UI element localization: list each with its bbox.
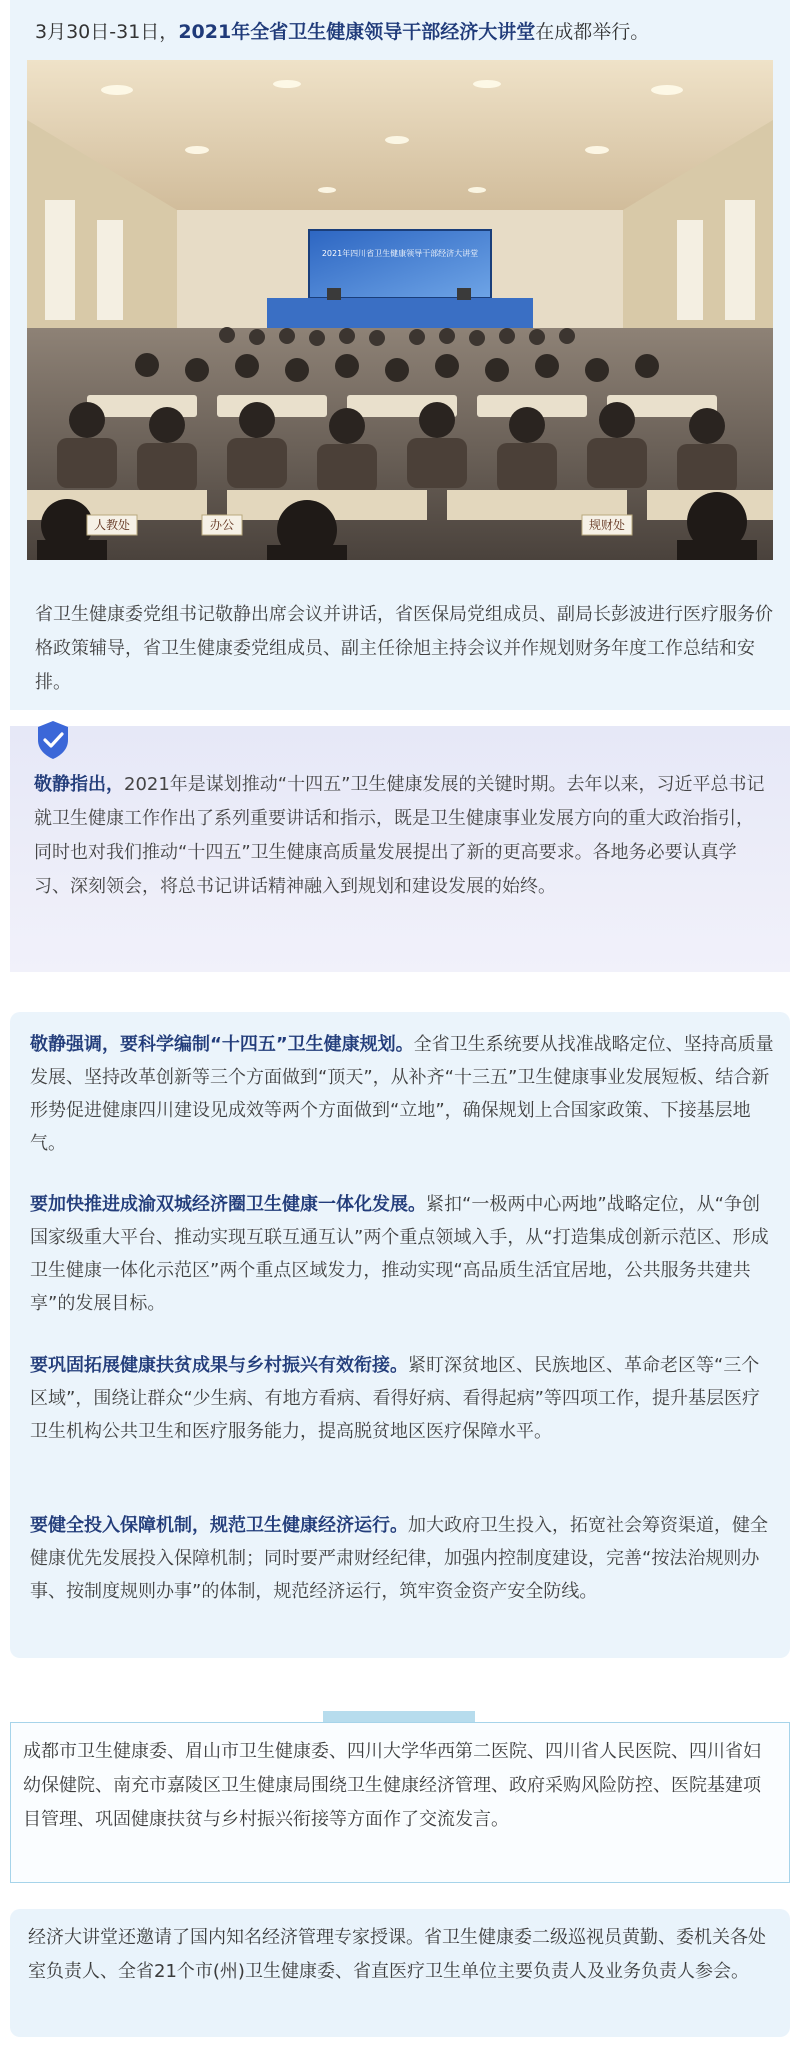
key-point-body: 2021年是谋划推动“十四五”卫生健康发展的关键时期。去年以来，习近平总书记就卫生健康工作作出了系列重要讲话和指示，既是卫生健康事业发展方向的重大政治指引，同时也对我们推动“十四五”卫生健康高质量发展提出了新的更高要求。各地务必要认真学习、深刻领会，将总书记讲话精神融入到规划和建设发展的始终。 xyxy=(34,774,765,897)
emphasis-paragraph xyxy=(30,1509,775,1608)
nameplate-guicai: 规财处 xyxy=(588,518,626,532)
emphasis-lead: 要加快推进成渝双城经济圈卫生健康一体化发展。 xyxy=(30,1194,426,1215)
emphasis-paragraph xyxy=(30,1349,775,1448)
emphasis-lead: 要巩固拓展健康扶贫成果与乡村振兴有效衔接。 xyxy=(30,1355,408,1376)
screen-title: 2021年四川省卫生健康领导干部经济大讲堂 xyxy=(321,249,479,258)
emphasis-lead: 要健全投入保障机制，规范卫生健康经济运行。 xyxy=(30,1515,408,1536)
closing-card xyxy=(10,1909,790,2037)
intro-date: 3月30日-31日， xyxy=(35,21,179,43)
emphasis-body: 紧盯深贫地区、民族地区、革命老区等“三个区域”，围绕让群众“少生病、有地方看病、看得好病、看得起病”等四项工作，提升基层医疗卫生机构公共卫生和医疗服务能力，提高脱贫地区医疗保障水平。 xyxy=(30,1355,760,1442)
emphasis-body: 紧扣“一极两中心两地”战略定位，从“争创国家级重大平台、推动实现互联互通互认”两个重点领域入手，从“打造集成创新示范区、形成卫生健康一体化示范区”两个重点区域发力，推动实现“高品质生活宜居地，公共服务共建共享”的发展目标。 xyxy=(30,1194,769,1314)
emphasis-body: 全省卫生系统要从找准战略定位、坚持高质量发展、坚持改革创新等三个方面做到“顶天”，从补齐“十三五”卫生健康事业发展短板、结合新形势促进健康四川建设见成效等两个方面做到“立地”，确保规划上合国家政策、下接基层地气。 xyxy=(30,1034,774,1154)
event-name: 2021年全省卫生健康领导干部经济大讲堂 xyxy=(178,21,536,43)
emphasis-card xyxy=(10,1012,790,1658)
intro-card xyxy=(10,0,790,710)
key-point-card xyxy=(10,726,790,972)
emphasis-body: 加大政府卫生投入，拓宽社会筹资渠道，健全健康优先发展投入保障机制；同时要严肃财经纪律，加强内控制度建设，完善“按法治规则办事、按制度规则办事”的体制，规范经济运行，筑牢资金资产安全防线。 xyxy=(30,1515,768,1602)
section-tab-decoration xyxy=(323,1711,475,1722)
key-point-paragraph xyxy=(34,768,769,904)
shield-check-icon xyxy=(36,720,70,760)
nameplate-renjiao: 人教处 xyxy=(93,518,131,532)
emphasis-lead: 敬静强调，要科学编制“十四五”卫生健康规划。 xyxy=(30,1034,414,1055)
attendance-paragraph: 省卫生健康委党组书记敬静出席会议并讲话，省医保局党组成员、副局长彭波进行医疗服务价格政策辅导，省卫生健康委党组成员、副主任徐旭主持会议并作规划财务年度工作总结和安排。 xyxy=(35,604,773,693)
exchange-card xyxy=(10,1722,790,1883)
closing-paragraph: 经济大讲堂还邀请了国内知名经济管理专家授课。省卫生健康委二级巡视员黄勤、委机关各处室负责人、全省21个市(州)卫生健康委、省直医疗卫生单位主要负责人及业务负责人参会。 xyxy=(28,1927,766,1982)
key-point-lead: 敬静指出， xyxy=(34,774,124,795)
nameplate-bangong: 办公 xyxy=(209,518,235,532)
intro-location: 在成都举行。 xyxy=(535,21,650,43)
emphasis-paragraph xyxy=(30,1188,775,1320)
conference-photo xyxy=(27,60,773,560)
exchange-paragraph: 成都市卫生健康委、眉山市卫生健康委、四川大学华西第二医院、四川省人民医院、四川省妇幼保健院、南充市嘉陵区卫生健康局围绕卫生健康经济管理、政府采购风险防控、医院基建项目管理、巩固健康扶贫与乡村振兴衔接等方面作了交流发言。 xyxy=(23,1741,761,1830)
intro-line xyxy=(35,16,775,48)
emphasis-paragraph xyxy=(30,1028,775,1160)
